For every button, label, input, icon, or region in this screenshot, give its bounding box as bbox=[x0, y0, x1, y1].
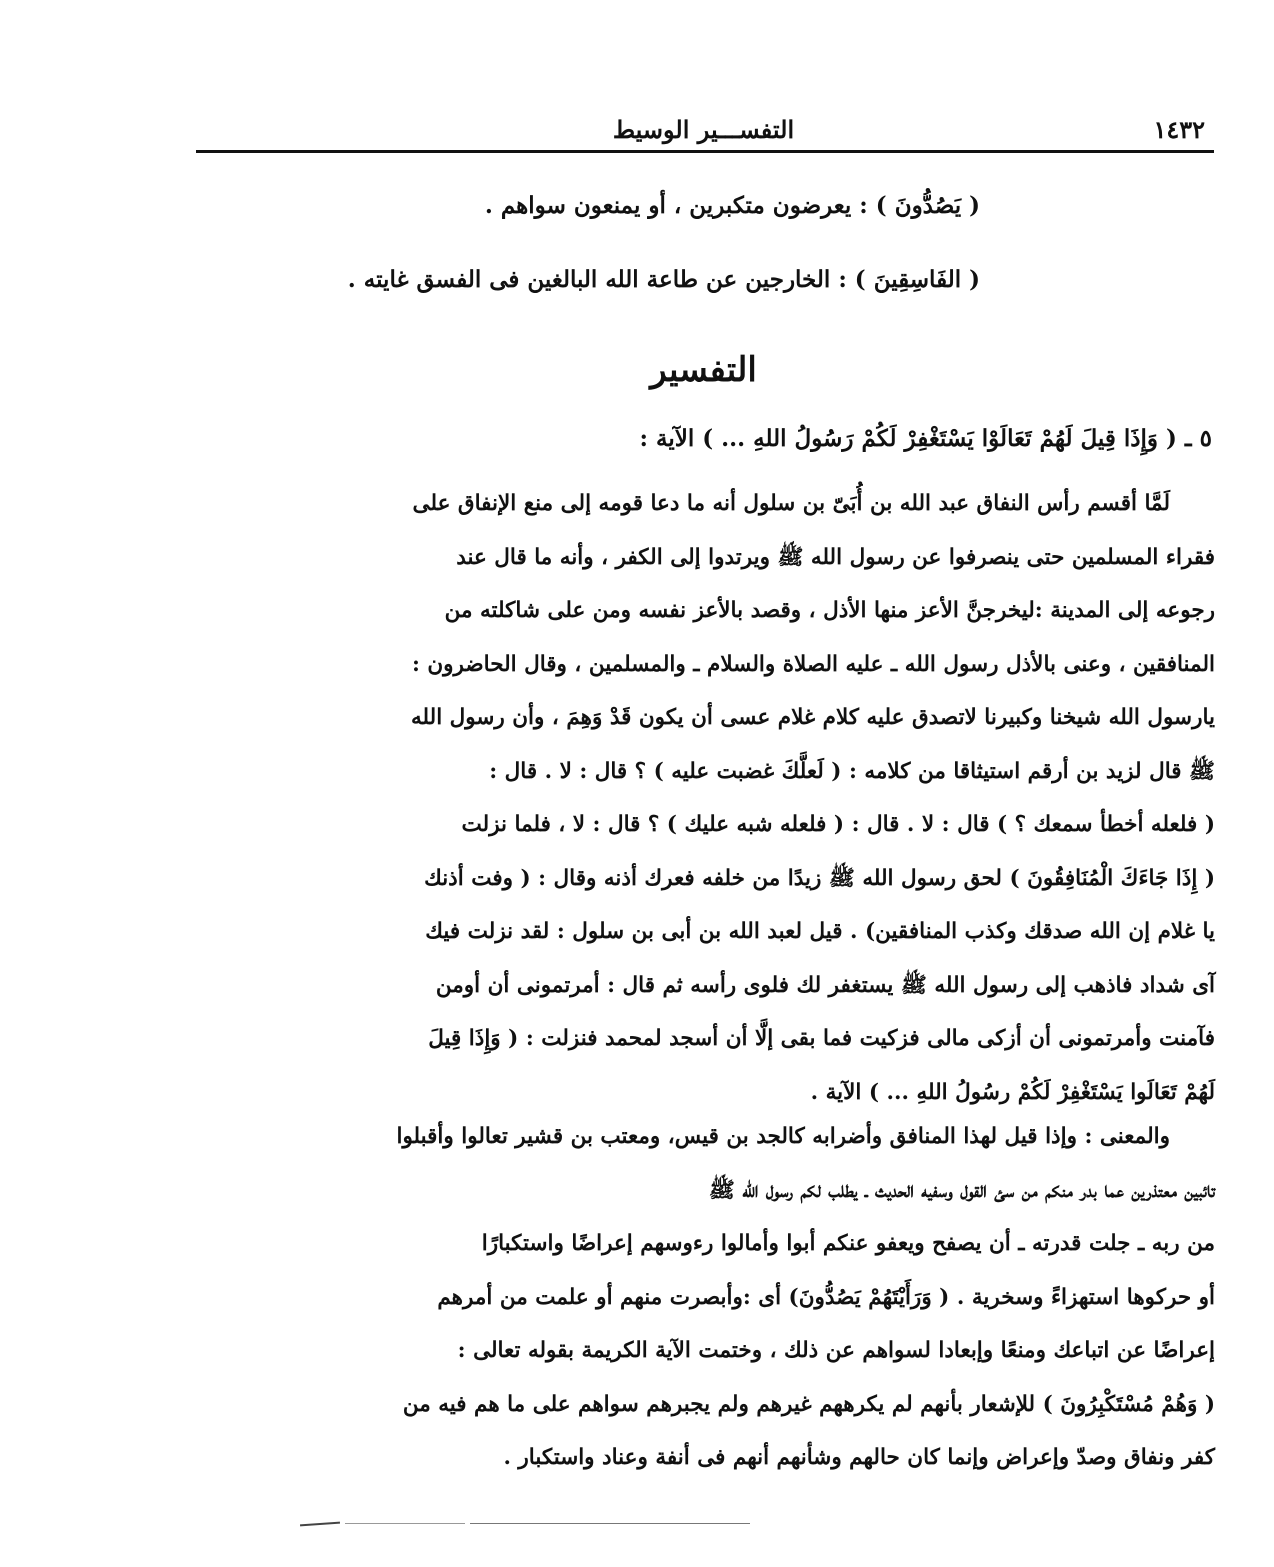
header-rule bbox=[196, 150, 1214, 153]
text-line: إعراضًا عن اتباعك ومنعًا وإبعادا لسواهم عن ذلك ، وختمت الآية الكريمة بقوله تعالى : bbox=[457, 1338, 1215, 1363]
page-header bbox=[196, 112, 1211, 150]
page-number: ١٤٣٢ bbox=[1153, 115, 1205, 144]
footer-mark bbox=[300, 1522, 340, 1527]
text-line: ( إِذَا جَاءَكَ الْمُنَافِقُونَ ) لحق رسول الله ﷺ زيدًا من خلفه فعرك أذنه وقال : ( وفت أذنك bbox=[424, 865, 1215, 891]
commentary-paragraph-2 bbox=[200, 1110, 1215, 1485]
text-line: لَهُمْ تَعَالَوا يَسْتَغْفِرْ لَكُمْ رسُولُ اللهِ ... ) الآية . bbox=[810, 1079, 1215, 1105]
text-line: رجوعه إلى المدينة :ليخرجنَّ الأعز منها الأذل ، وقصد بالأعز نفسه ومن على شاكلته من bbox=[444, 598, 1215, 623]
text-line: أو حركوها استهزاءً وسخرية . ( وَرَأَيْتَهُمْ يَصُدُّونَ) أى :وأبصرت منهم أو علمت من أمرهم bbox=[437, 1284, 1215, 1310]
text-line: ﷺ قال لزيد بن أرقم استيثاقا من كلامه : ( لَعلَّكَ غضبت عليه ) ؟ قال : لا . قال : bbox=[489, 758, 1215, 784]
footer-mark bbox=[470, 1523, 750, 1524]
commentary-paragraph-1 bbox=[200, 477, 1215, 1119]
text-line: المنافقين ، وعنى بالأذل رسول الله ـ عليه الصلاة والسلام ـ والمسلمين ، وقال الحاضرون : bbox=[411, 651, 1215, 677]
text-line: تائبين معتذرين عما بدر منكم من سئ القول وسفيه الحديث ـ يطلب لكم رسول الله ﷺ bbox=[708, 1177, 1215, 1203]
glossary-entry: ( يَصُدُّونَ ) : يعرضون متكبرين ، أو يمنعون سواهم . bbox=[484, 192, 980, 219]
section-heading: التفسير bbox=[650, 350, 757, 390]
text-line: فقراء المسلمين حتى ينصرفوا عن رسول الله ﷺ ويرتدوا إلى الكفر ، وأنه ما قال عند bbox=[456, 544, 1215, 570]
running-title: التفســـير الوسيط bbox=[612, 115, 795, 144]
text-line: كفر ونفاق وصدّ وإعراض وإنما كان حالهم وشأنهم أنهم فى أنفة وعناد واستكبار . bbox=[503, 1445, 1215, 1470]
text-line: من ربه ـ جلت قدرته ـ أن يصفح ويعفو عنكم أبوا وأمالوا رءوسهم إعراضًا واستكبارًا bbox=[481, 1231, 1215, 1256]
text-line: ( وَهُمْ مُسْتَكْبِرُونَ ) للإشعار بأنهم لم يكرههم غيرهم ولم يجبرهم سواهم على ما هم فيه من bbox=[402, 1391, 1215, 1417]
text-line: يا غلام إن الله صدقك وكذب المنافقين) . قيل لعبد الله بن أبى بن سلول : لقد نزلت فيك bbox=[425, 919, 1215, 944]
glossary-entry: ( الفَاسِقِينَ ) : الخارجين عن طاعة الله البالغين فى الفسق غايته . bbox=[347, 266, 980, 293]
text-line: ( فلعله أخطأ سمعك ؟ ) قال : لا . قال : ( فلعله شبه عليك ) ؟ قال : لا ، فلما نزلت bbox=[461, 812, 1215, 837]
text-line: آى شداد فاذهب إلى رسول الله ﷺ يستغفر لك فلوى رأسه ثم قال : أمرتمونى أن أومن bbox=[435, 972, 1215, 998]
footer-mark bbox=[345, 1523, 465, 1524]
text-line: لَمَّا أقسم رأس النفاق عبد الله بن أُبَىّ بن سلول أنه ما دعا قومه إلى منع الإنفاق على bbox=[412, 491, 1170, 516]
text-line: والمعنى : وإذا قيل لهذا المنافق وأضرابه كالجد بن قيس، ومعتب بن قشير تعالوا وأقبلوا bbox=[396, 1124, 1170, 1149]
verse-reference: ٥ ـ ( وَإِذَا قِيلَ لَهُمْ تَعَالَوْا يَسْتَغْفِرْ لَكُمْ رَسُولُ اللهِ ... ) الآية : bbox=[639, 425, 1212, 452]
text-line: يارسول الله شيخنا وكبيرنا لاتصدق عليه كلام غلام عسى أن يكون قَدْ وَهِمَ ، وأن رسول الله bbox=[411, 705, 1215, 730]
text-line: فآمنت وأمرتمونى أن أزكى مالى فزكيت فما بقى إلَّا أن أسجد لمحمد فنزلت : ( وَإِذَا قِيلَ bbox=[428, 1026, 1215, 1051]
